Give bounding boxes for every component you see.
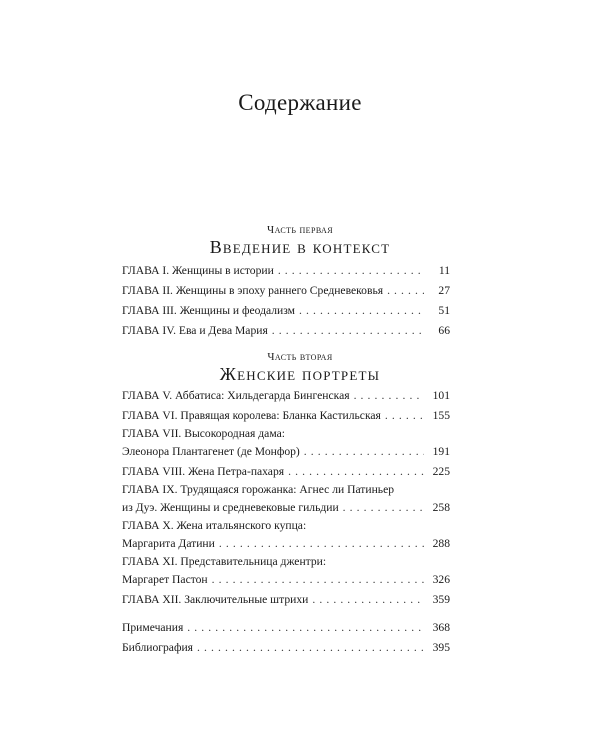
toc-entry-text: ГЛАВА XII. Заключительные штрихи xyxy=(122,593,309,606)
toc-entry-text: ГЛАВА II. Женщины в эпоху раннего Средневековья xyxy=(122,284,384,297)
leader-dots xyxy=(187,618,424,638)
toc-entry-notes[interactable] xyxy=(122,618,450,638)
toc-entry-page: 27 xyxy=(438,284,450,297)
toc-entry-text-continued: Элеонора Плантагенет (де Монфор) xyxy=(122,445,300,458)
toc-entry[interactable] xyxy=(122,386,450,406)
toc-entry[interactable] xyxy=(122,518,450,554)
toc-entry-bibliography[interactable] xyxy=(122,638,450,658)
toc-entry[interactable] xyxy=(122,482,450,518)
toc-entry[interactable] xyxy=(122,426,450,462)
leader-dots xyxy=(304,442,424,462)
toc-entry-page: 101 xyxy=(432,389,450,402)
toc-entry-page: 155 xyxy=(432,409,450,422)
toc-entry[interactable] xyxy=(122,321,450,341)
toc-entry[interactable] xyxy=(122,261,450,281)
leader-dots xyxy=(299,301,424,321)
toc-entry-page: 288 xyxy=(432,537,450,550)
part-two-toc xyxy=(122,386,450,658)
part-one-toc xyxy=(122,261,450,341)
leader-dots xyxy=(278,261,424,281)
part-two-label: Часть вторая xyxy=(267,351,333,363)
toc-entry-text: ГЛАВА X. Жена итальянского купца: xyxy=(122,519,307,532)
leader-dots xyxy=(272,321,424,341)
toc-entry-text: ГЛАВА I. Женщины в истории xyxy=(122,264,274,277)
toc-entry[interactable] xyxy=(122,281,450,301)
toc-entry[interactable] xyxy=(122,462,450,482)
toc-entry-page: 191 xyxy=(432,445,450,458)
toc-entry-page: 51 xyxy=(438,304,450,317)
toc-entry-page: 395 xyxy=(432,641,450,654)
leader-dots xyxy=(385,406,424,426)
leader-dots xyxy=(354,386,424,406)
leader-dots xyxy=(387,281,424,301)
toc-entry-text: ГЛАВА VII. Высокородная дама: xyxy=(122,427,285,440)
toc-entry-page: 66 xyxy=(438,324,450,337)
toc-entry-page: 11 xyxy=(438,264,450,277)
toc-entry-text: ГЛАВА VIII. Жена Петра-пахаря xyxy=(122,465,285,478)
toc-entry-text: Библиография xyxy=(122,641,194,654)
toc-entry-page: 326 xyxy=(432,573,450,586)
page-title: Содержание xyxy=(238,90,362,115)
toc-entry[interactable] xyxy=(122,590,450,610)
leader-dots xyxy=(288,462,424,482)
toc-entry-text-continued: Маргарита Датини xyxy=(122,537,215,550)
toc-entry-text-continued: Маргарет Пастон xyxy=(122,573,208,586)
part-one-title: Введение в контекст xyxy=(209,237,391,257)
section-gap xyxy=(122,610,450,618)
toc-entry[interactable] xyxy=(122,406,450,426)
toc-entry-text: ГЛАВА IV. Ева и Дева Мария xyxy=(122,324,268,337)
part-one-label: Часть первая xyxy=(267,224,333,236)
toc-entry-text-continued: из Дуэ. Женщины и средневековые гильдии xyxy=(122,501,339,514)
toc-entry-text: ГЛАВА III. Женщины и феодализм xyxy=(122,304,296,317)
leader-dots xyxy=(197,638,424,658)
leader-dots xyxy=(312,590,424,610)
leader-dots xyxy=(343,498,424,518)
toc-entry-text: ГЛАВА VI. Правящая королева: Бланка Кастильская xyxy=(122,409,381,422)
leader-dots xyxy=(219,534,424,554)
toc-entry[interactable] xyxy=(122,554,450,590)
toc-entry-page: 359 xyxy=(432,593,450,606)
toc-entry-page: 258 xyxy=(432,501,450,514)
toc-entry-text: ГЛАВА IX. Трудящаяся горожанка: Агнес ли Патиньер xyxy=(122,483,395,496)
part-two-title: Женские портреты xyxy=(219,364,381,384)
leader-dots xyxy=(212,570,424,590)
toc-entry-page: 225 xyxy=(432,465,450,478)
toc-entry-text: ГЛАВА XI. Представительница джентри: xyxy=(122,555,327,568)
toc-entry-text: ГЛАВА V. Аббатиса: Хильдегарда Бингенская xyxy=(122,389,350,402)
toc-entry[interactable] xyxy=(122,301,450,321)
toc-entry-page: 368 xyxy=(432,621,450,634)
toc-entry-text: Примечания xyxy=(122,621,184,634)
